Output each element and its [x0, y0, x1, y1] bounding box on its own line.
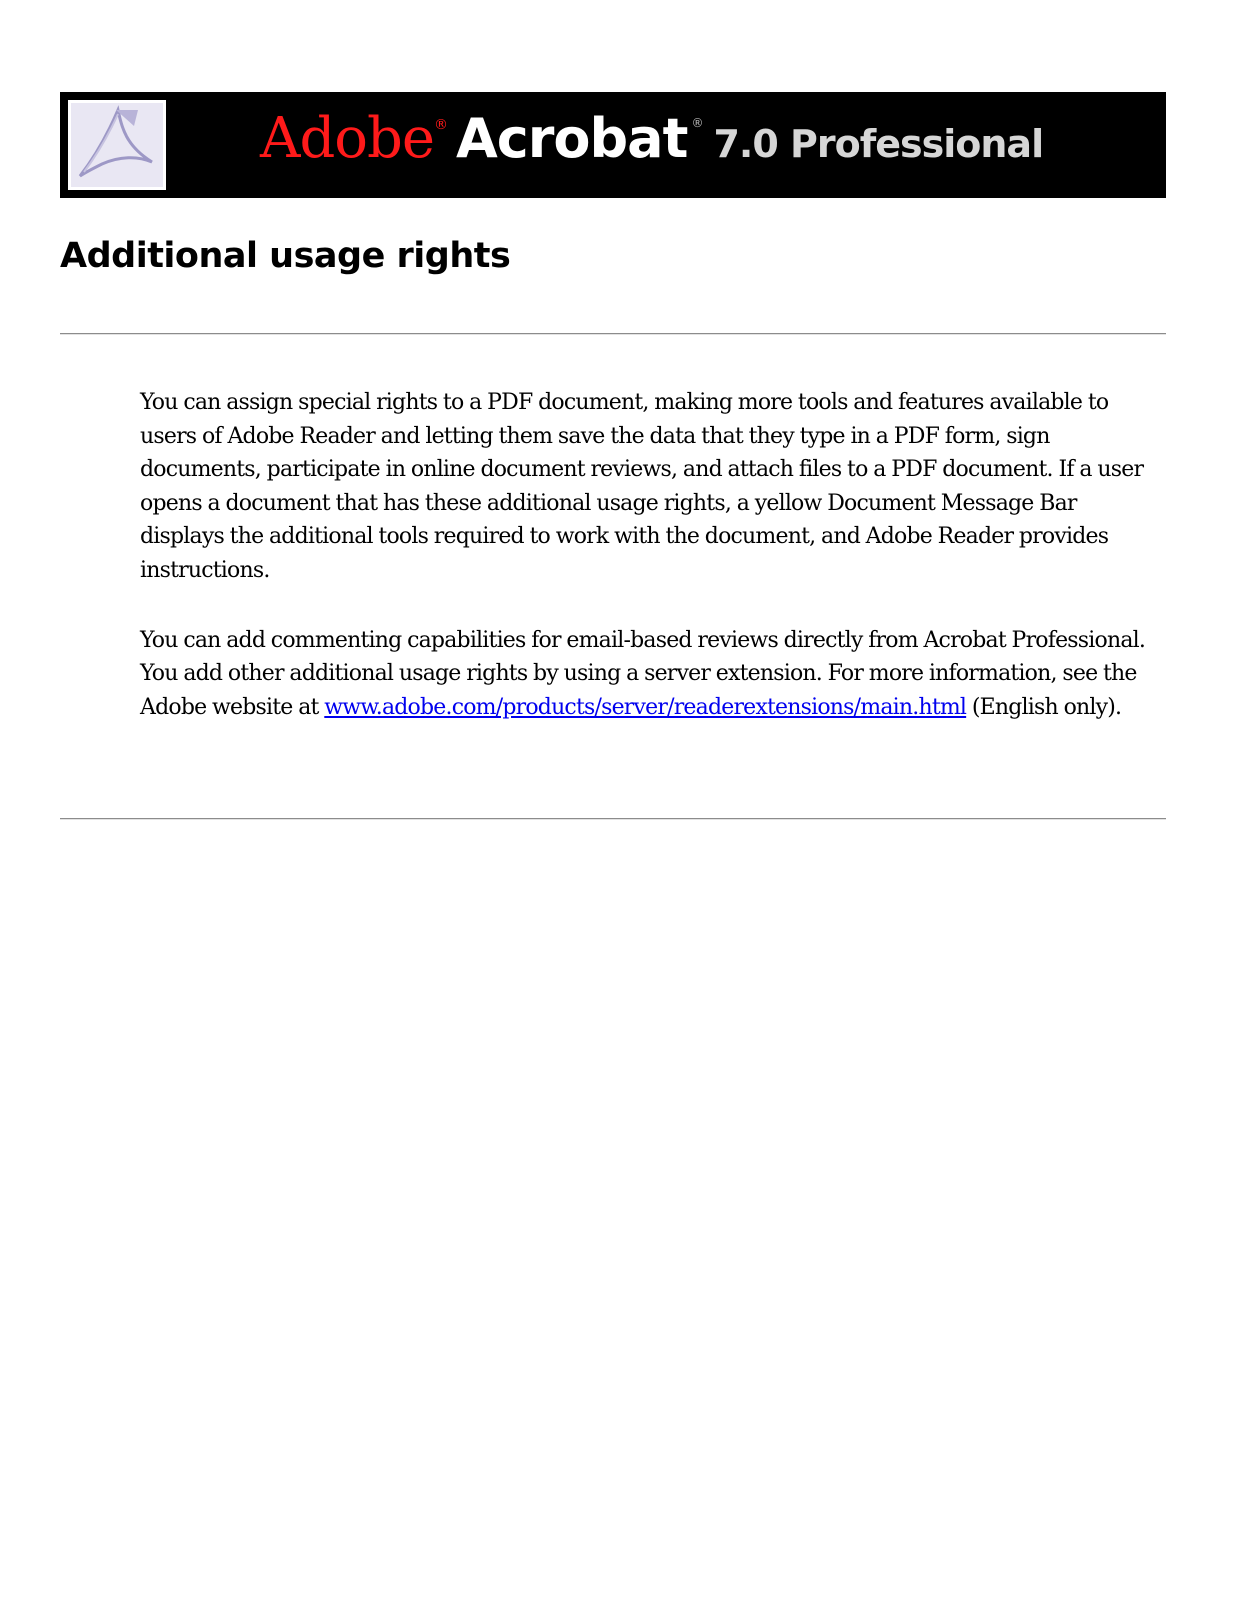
- brand-adobe-text: Adobe: [260, 106, 434, 171]
- registered-mark-2: ®: [691, 116, 704, 130]
- divider-top: [60, 333, 1166, 335]
- body-content: [140, 386, 1160, 760]
- reader-extensions-link[interactable]: www.adobe.com/products/server/readerextensions/main.html: [324, 694, 967, 720]
- product-banner: [60, 92, 1166, 198]
- paragraph-2-text-after-link: (English only).: [966, 694, 1122, 720]
- divider-bottom: [60, 818, 1166, 820]
- registered-mark: ®: [434, 117, 448, 133]
- brand-product-text: Acrobat: [456, 107, 688, 170]
- banner-title: [260, 106, 1043, 171]
- brand-version-text: 7.0 Professional: [713, 122, 1044, 166]
- paragraph-1: You can assign special rights to a PDF document, making more tools and features available to users of Adobe Reader and letting them save the data that they type in a PDF form, sign documents, participate in online document reviews, and attach files to a PDF document. If a user opens a document that has these additional usage rights, a yellow Document Message Bar displays the additional tools required to work with the document, and Adobe Reader provides instructions.: [140, 390, 1144, 583]
- acrobat-logo-icon: [68, 100, 166, 190]
- page-title: Additional usage rights: [60, 236, 511, 276]
- paragraph-2-text-before-link: You can add commenting capabilities for email-based reviews directly from Acrobat Professional. You add other additional usage rights by using a server extension. For more information, see the Adobe website at: [140, 627, 1146, 720]
- paragraph-2: [140, 624, 1160, 725]
